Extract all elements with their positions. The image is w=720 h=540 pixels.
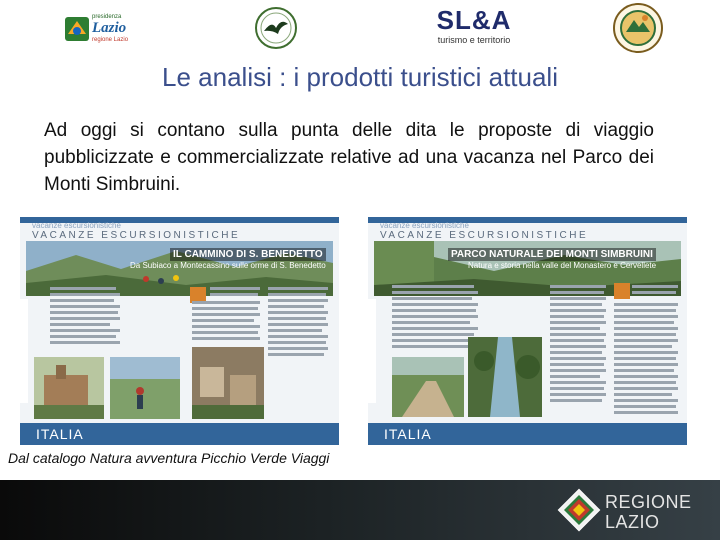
text-line — [392, 309, 476, 312]
text-line — [268, 341, 326, 344]
catalog-side-strip — [20, 299, 28, 403]
regione-lazio-emblem-icon — [556, 487, 602, 533]
text-line — [50, 293, 120, 296]
text-line — [268, 317, 326, 320]
text-line — [392, 297, 472, 300]
text-line — [550, 321, 606, 324]
text-line — [550, 339, 604, 342]
text-line — [50, 287, 116, 290]
text-line — [268, 353, 324, 356]
catalog-side-strip — [368, 299, 376, 403]
text-line — [392, 345, 472, 348]
text-line — [268, 311, 328, 314]
catalog-caption: Dal catalogo Natura avventura Picchio Verde Viaggi — [8, 450, 330, 466]
text-line — [614, 393, 672, 396]
text-line — [392, 321, 470, 324]
text-line — [550, 357, 606, 360]
text-line — [614, 351, 678, 354]
text-line — [392, 291, 478, 294]
catalog-trip-subtitle: Natura e storia nella valle del Monastero e Cervellete — [468, 261, 657, 270]
text-line — [614, 327, 678, 330]
text-line — [614, 369, 674, 372]
catalog-country-label: ITALIA — [36, 426, 84, 442]
trail-photo — [392, 357, 464, 417]
text-line — [50, 317, 120, 320]
catalog-kicker: vacanze escursionistiche — [380, 221, 469, 230]
text-line — [550, 315, 604, 318]
text-line — [192, 307, 258, 310]
slide-body-text: Ad oggi si contano sulla punta delle dita le proposte di viaggio pubblicizzate e commercializzate relative ad una vacanza nel Parco dei Monti Simbruini. — [44, 120, 654, 195]
lazio-logo-line3: regione Lazio — [92, 37, 129, 43]
catalog-page-cammino-san-benedetto — [20, 217, 339, 445]
text-line — [268, 347, 328, 350]
text-line — [550, 393, 606, 396]
catalog-country-label: ITALIA — [384, 426, 432, 442]
text-line — [268, 305, 324, 308]
text-line — [614, 303, 678, 306]
text-line — [550, 303, 602, 306]
catalog-kicker: vacanze escursionistiche — [32, 221, 121, 230]
sla-logo — [424, 6, 524, 52]
regione-lazio-header-logo — [64, 12, 136, 48]
text-line — [614, 399, 678, 402]
text-line — [392, 285, 474, 288]
text-line — [550, 369, 606, 372]
text-line — [392, 315, 478, 318]
text-line — [550, 381, 606, 384]
catalog-series-title: VACANZE ESCURSIONISTICHE — [32, 230, 241, 241]
village-photo — [192, 347, 264, 419]
text-line — [392, 339, 478, 342]
text-line — [50, 335, 116, 338]
text-line — [50, 299, 114, 302]
text-line — [550, 387, 604, 390]
text-line — [632, 285, 678, 288]
text-line — [550, 309, 606, 312]
text-line — [50, 311, 118, 314]
text-line — [192, 337, 260, 340]
text-line — [268, 323, 328, 326]
text-line — [268, 329, 322, 332]
text-line — [392, 303, 478, 306]
text-line — [550, 351, 602, 354]
text-line — [550, 363, 604, 366]
text-line — [614, 381, 676, 384]
text-line — [210, 287, 260, 290]
text-line — [614, 375, 678, 378]
text-line — [50, 329, 120, 332]
text-line — [392, 327, 478, 330]
text-line — [392, 333, 474, 336]
drop-cap — [614, 283, 630, 299]
lazio-logo-name: Lazio — [92, 20, 127, 36]
text-line — [614, 345, 672, 348]
text-line — [614, 411, 678, 414]
text-line — [614, 357, 676, 360]
text-line — [614, 405, 676, 408]
footer-region-line1: REGIONE — [605, 492, 692, 512]
text-line — [192, 313, 260, 316]
text-line — [550, 345, 606, 348]
text-line — [50, 305, 120, 308]
text-line — [632, 291, 676, 294]
text-line — [550, 291, 604, 294]
slide-title: Le analisi : i prodotti turistici attuali — [162, 62, 558, 92]
footer-region-line2: LAZIO — [605, 512, 660, 532]
text-line — [550, 399, 602, 402]
text-line — [268, 287, 328, 290]
text-line — [268, 299, 328, 302]
footer-bar — [0, 480, 720, 540]
text-line — [50, 323, 110, 326]
catalog-page-monti-simbruini — [368, 217, 687, 445]
text-line — [614, 339, 678, 342]
text-line — [550, 327, 600, 330]
catalog-series-title: VACANZE ESCURSIONISTICHE — [380, 230, 589, 241]
text-line — [268, 335, 328, 338]
text-line — [550, 297, 606, 300]
text-line — [614, 333, 676, 336]
text-line — [50, 341, 120, 344]
text-line — [192, 331, 258, 334]
text-line — [614, 309, 676, 312]
catalog-trip-title: IL CAMMINO DI S. BENEDETTO — [170, 248, 326, 261]
lazio-emblem-icon — [64, 16, 90, 42]
sla-logo-tagline: turismo e territorio — [437, 35, 511, 45]
text-line — [268, 293, 326, 296]
text-line — [192, 301, 260, 304]
natura-viaggi-badge-icon — [612, 2, 664, 54]
sla-logo-name: SL&A — [436, 5, 512, 35]
text-line — [550, 333, 606, 336]
text-line — [614, 321, 674, 324]
text-line — [550, 285, 606, 288]
text-line — [614, 387, 678, 390]
text-line — [210, 293, 258, 296]
text-line — [192, 325, 260, 328]
monastery-photo — [34, 357, 104, 419]
text-line — [550, 375, 600, 378]
hikers-photo — [110, 357, 180, 419]
text-line — [614, 363, 678, 366]
catalog-trip-subtitle: Da Subiaco a Montecassino sulle orme di S. Benedetto — [130, 261, 326, 270]
text-line — [192, 319, 254, 322]
park-bird-emblem-icon — [254, 6, 298, 50]
lazio-logo-line1: presidenza — [92, 14, 122, 20]
catalog-trip-title: PARCO NATURALE DEI MONTI SIMBRUINI — [448, 248, 656, 261]
river-photo — [468, 337, 542, 417]
text-line — [614, 315, 678, 318]
